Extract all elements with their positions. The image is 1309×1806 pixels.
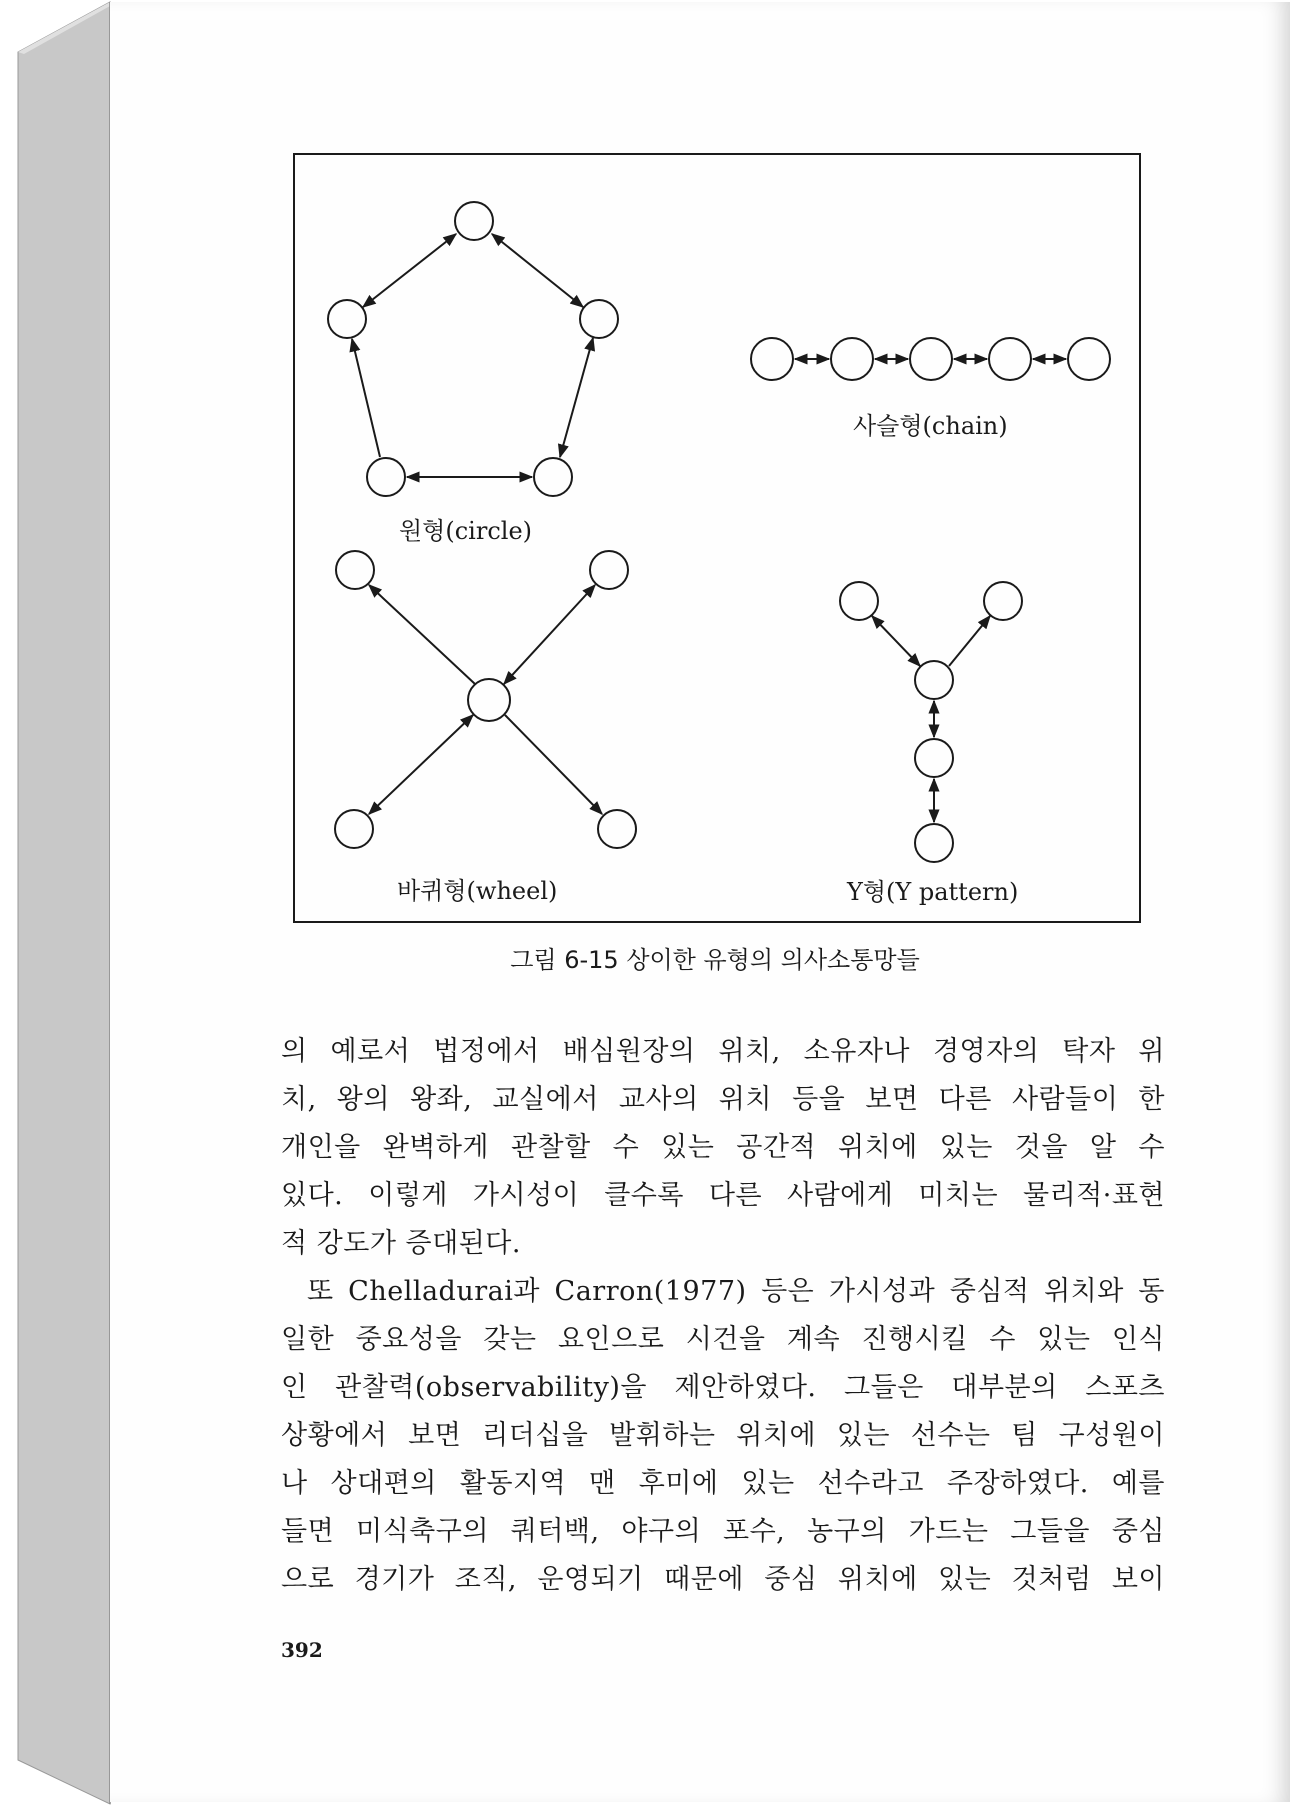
body-text xyxy=(281,1028,1165,1604)
circle-link-5 xyxy=(352,339,380,457)
circle-node-top xyxy=(455,202,493,240)
wheel-link-4 xyxy=(505,715,602,814)
figure-caption: 그림 6-15 상이한 유형의 의사소통망들 xyxy=(510,946,920,974)
text-line: 나 상대편의 활동지역 맨 후미에 있는 선수라고 주장하였다. 예를 xyxy=(281,1468,1165,1499)
chain-label: 사슬형(chain) xyxy=(853,412,1008,440)
chain-node-2 xyxy=(831,338,873,380)
chain-node-5 xyxy=(1068,338,1110,380)
y-link-2 xyxy=(949,616,990,666)
text-line: 개인을 완벽하게 관찰할 수 있는 공간적 위치에 있는 것을 알 수 xyxy=(281,1132,1165,1163)
circle-node-right xyxy=(580,300,618,338)
wheel-node-bottom-right xyxy=(598,810,636,848)
chain-node-4 xyxy=(989,338,1031,380)
text-line: 치, 왕의 왕좌, 교실에서 교사의 위치 등을 보면 다른 사람들이 한 xyxy=(281,1084,1165,1115)
y-node-top-left xyxy=(840,582,878,620)
circle-network xyxy=(328,202,618,496)
text-line: 또 Chelladurai과 Carron(1977) 등은 가시성과 중심적 위치와 동 xyxy=(307,1276,1165,1307)
circle-node-bottom-left xyxy=(367,458,405,496)
wheel-link-2 xyxy=(504,585,595,684)
wheel-link-3 xyxy=(369,715,473,814)
y-network xyxy=(840,582,1022,862)
text-line: 인 관찰력(observability)을 제안하였다. 그들은 대부분의 스포츠 xyxy=(281,1372,1165,1403)
chain-node-3 xyxy=(910,338,952,380)
wheel-network xyxy=(335,551,636,848)
circle-node-left xyxy=(328,300,366,338)
y-node-bottom xyxy=(915,824,953,862)
wheel-node-top-right xyxy=(590,551,628,589)
text-line: 있다. 이렇게 가시성이 클수록 다른 사람에게 미치는 물리적·표현 xyxy=(281,1180,1165,1211)
chain-node-1 xyxy=(751,338,793,380)
text-line: 으로 경기가 조직, 운영되기 때문에 중심 위치에 있는 것처럼 보이 xyxy=(281,1564,1165,1595)
text-line: 적 강도가 증대된다. xyxy=(281,1228,521,1259)
text-line: 의 예로서 법정에서 배심원장의 위치, 소유자나 경영자의 탁자 위 xyxy=(281,1036,1165,1067)
figure-frame xyxy=(293,153,1141,923)
circle-label: 원형(circle) xyxy=(399,517,533,545)
circle-node-bottom-right xyxy=(534,458,572,496)
wheel-node-top-left xyxy=(336,551,374,589)
circle-link-2 xyxy=(492,234,583,307)
page-number: 392 xyxy=(281,1638,323,1662)
wheel-node-bottom-left xyxy=(335,810,373,848)
text-line: 들면 미식축구의 쿼터백, 야구의 포수, 농구의 가드는 그들을 중심 xyxy=(281,1516,1165,1547)
y-node-center xyxy=(915,661,953,699)
wheel-node-center xyxy=(468,679,510,721)
y-node-lower xyxy=(915,739,953,777)
y-link-1 xyxy=(872,616,920,666)
chain-network xyxy=(751,338,1110,380)
text-line: 일한 중요성을 갖는 요인으로 시건을 계속 진행시킬 수 있는 인식 xyxy=(281,1324,1165,1355)
text-line: 상황에서 보면 리더십을 발휘하는 위치에 있는 선수는 팀 구성원이 xyxy=(281,1420,1165,1451)
y-pattern-label: Y형(Y pattern) xyxy=(847,878,1019,906)
y-node-top-right xyxy=(984,582,1022,620)
wheel-link-1 xyxy=(369,585,475,684)
circle-link-3 xyxy=(560,338,593,457)
circle-link-1 xyxy=(363,234,456,307)
wheel-label: 바퀴형(wheel) xyxy=(397,877,558,905)
